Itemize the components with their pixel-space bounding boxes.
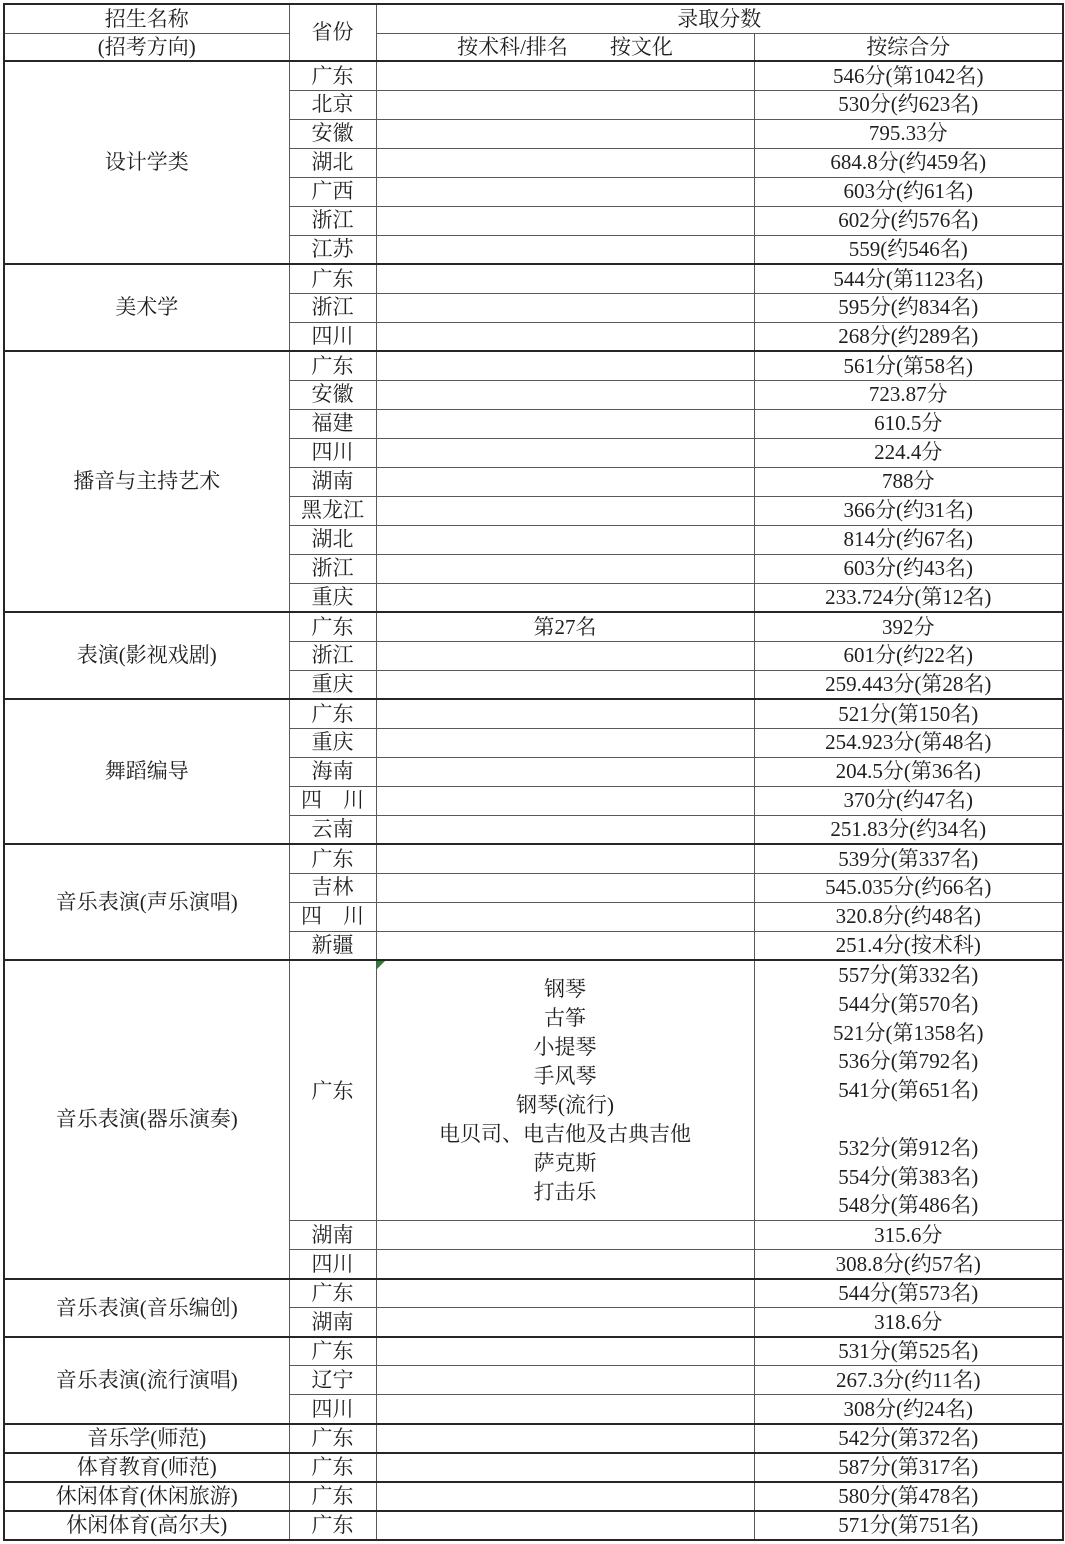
- table-row: [4, 844, 1063, 873]
- table-row: [4, 1424, 1063, 1453]
- composite-score-cell: 308.8分(约57名): [754, 1250, 1063, 1279]
- tech-rank-culture-cell: [376, 1366, 754, 1395]
- province-cell: 广东: [289, 351, 376, 380]
- tech-rank-culture-cell: [376, 1279, 754, 1308]
- province-cell: 广东: [289, 1337, 376, 1366]
- province-cell: 广东: [289, 61, 376, 90]
- composite-score-cell: 571分(第751名): [754, 1511, 1063, 1540]
- composite-score-cell: 268分(约289名): [754, 322, 1063, 351]
- tech-rank-culture-cell: [376, 264, 754, 293]
- province-cell: 四川: [289, 1395, 376, 1424]
- tech-rank-culture-cell: [376, 670, 754, 699]
- composite-score-cell: 254.923分(第48名): [754, 728, 1063, 757]
- composite-score-cell: 587分(第317名): [754, 1453, 1063, 1482]
- composite-score-cell: 318.6分: [754, 1308, 1063, 1337]
- score-line: 557分(第332名): [838, 963, 979, 987]
- tech-rank-culture-cell: [376, 293, 754, 322]
- tech-rank-culture-cell: [376, 583, 754, 612]
- tech-rank-culture-cell: [376, 177, 754, 206]
- tech-rank-culture-cell: [376, 728, 754, 757]
- score-line: 536分(第792名): [838, 1049, 979, 1074]
- tech-rank-culture-cell: [376, 438, 754, 467]
- composite-score-cell: 531分(第525名): [754, 1337, 1063, 1366]
- instrument-line: 古筝: [544, 1005, 586, 1030]
- tech-rank-culture-cell: [376, 1453, 754, 1482]
- score-line: [755, 1105, 1063, 1134]
- composite-score-cell: 544分(第1123名): [754, 264, 1063, 293]
- composite-score-cell: 267.3分(约11名): [754, 1366, 1063, 1395]
- province-cell: 湖南: [289, 1221, 376, 1250]
- score-line: 541分(第651名): [838, 1078, 979, 1103]
- header-row-2: [4, 33, 1063, 61]
- composite-score-cell: 603分(约61名): [754, 177, 1063, 206]
- province-cell: 重庆: [289, 670, 376, 699]
- composite-score-cell: 595分(约834名): [754, 293, 1063, 322]
- composite-score-cell: 392分: [754, 612, 1063, 641]
- tech-rank-culture-cell: [376, 641, 754, 670]
- program-cell: 音乐表演(声乐演唱): [4, 844, 289, 960]
- province-cell: 吉林: [289, 873, 376, 902]
- composite-score-cell: 233.724分(第12名): [754, 583, 1063, 612]
- tech-rank-culture-cell: [376, 931, 754, 960]
- score-line: 544分(第570名): [838, 991, 979, 1016]
- province-cell: 江苏: [289, 235, 376, 264]
- composite-score-cell: 545.035分(约66名): [754, 873, 1063, 902]
- tech-rank-culture-cell: [376, 380, 754, 409]
- tech-rank-culture-cell: [376, 554, 754, 583]
- province-cell: 浙江: [289, 293, 376, 322]
- composite-score-cell: 546分(第1042名): [754, 61, 1063, 90]
- province-cell: 广东: [289, 699, 376, 728]
- province-cell: 四川: [289, 1250, 376, 1279]
- composite-score-cell: 366分(约31名): [754, 496, 1063, 525]
- program-cell: 美术学: [4, 264, 289, 351]
- tech-rank-culture-cell: [376, 1337, 754, 1366]
- tech-rank-culture-cell: 第27名: [376, 612, 754, 641]
- province-cell: 浙江: [289, 554, 376, 583]
- composite-score-cell: 204.5分(第36名): [754, 757, 1063, 786]
- instrument-line: 萨克斯: [533, 1150, 597, 1175]
- province-cell: 福建: [289, 409, 376, 438]
- province-cell: 海南: [289, 757, 376, 786]
- province-cell: 广东: [289, 264, 376, 293]
- instrument-line: 手风琴: [533, 1063, 597, 1088]
- composite-score-cell: 320.8分(约48名): [754, 902, 1063, 931]
- score-line: 532分(第912名): [838, 1135, 979, 1160]
- province-cell: 广东: [289, 1279, 376, 1308]
- table-row: [4, 699, 1063, 728]
- composite-score-cell: 788分: [754, 467, 1063, 496]
- program-cell: 音乐学(师范): [4, 1424, 289, 1453]
- province-cell: 广东: [289, 1482, 376, 1511]
- tech-rank-culture-cell: [376, 235, 754, 264]
- tech-rank-culture-cell: [376, 496, 754, 525]
- province-cell: 云南: [289, 815, 376, 844]
- province-cell: 湖北: [289, 525, 376, 554]
- province-cell: 新疆: [289, 931, 376, 960]
- composite-score-cell: 723.87分: [754, 380, 1063, 409]
- table-body: [4, 61, 1063, 1540]
- composite-score-cell: 530分(约623名): [754, 90, 1063, 119]
- table-row: [4, 960, 1063, 1221]
- tech-rank-culture-cell: [376, 351, 754, 380]
- province-cell: 四 川: [289, 902, 376, 931]
- province-cell: 广东: [289, 612, 376, 641]
- header-province: 省份: [289, 4, 376, 61]
- score-line: 548分(第486名): [838, 1193, 979, 1218]
- tech-rank-culture-cell: [376, 757, 754, 786]
- header-sub-composite: 按综合分: [754, 33, 1063, 61]
- program-cell: 音乐表演(流行演唱): [4, 1337, 289, 1424]
- program-cell: 体育教育(师范): [4, 1453, 289, 1482]
- table-header: [4, 4, 1063, 61]
- composite-score-cell: 561分(第58名): [754, 351, 1063, 380]
- instrument-line: 小提琴: [533, 1034, 597, 1059]
- tech-rank-culture-cell: [376, 1511, 754, 1540]
- tech-rank-culture-cell: [376, 206, 754, 235]
- table-row: [4, 1482, 1063, 1511]
- table-row: [4, 351, 1063, 380]
- tech-rank-culture-cell: [376, 61, 754, 90]
- province-cell: 安徽: [289, 380, 376, 409]
- composite-score-cell: 521分(第150名): [754, 699, 1063, 728]
- program-cell: 休闲体育(高尔夫): [4, 1511, 289, 1540]
- province-cell: 北京: [289, 90, 376, 119]
- table-row: [4, 1279, 1063, 1308]
- province-cell: 广东: [289, 844, 376, 873]
- instrument-line: 电贝司、电吉他及古典吉他: [439, 1121, 691, 1146]
- province-cell: 安徽: [289, 119, 376, 148]
- header-program-direction: (招考方向): [4, 33, 289, 61]
- header-program-name: 招生名称: [4, 4, 289, 33]
- table-row: [4, 1337, 1063, 1366]
- composite-score-cell: 684.8分(约459名): [754, 148, 1063, 177]
- tech-rank-culture-cell: [376, 1482, 754, 1511]
- tech-rank-culture-cell: [376, 873, 754, 902]
- province-cell: 重庆: [289, 728, 376, 757]
- admission-scores-table: [3, 3, 1064, 1541]
- province-cell: 四川: [289, 322, 376, 351]
- tech-rank-culture-cell: [376, 786, 754, 815]
- program-cell: 播音与主持艺术: [4, 351, 289, 612]
- tech-rank-culture-cell: [376, 1221, 754, 1250]
- province-cell: 重庆: [289, 583, 376, 612]
- composite-score-cell: 814分(约67名): [754, 525, 1063, 554]
- province-cell: 广东: [289, 1511, 376, 1540]
- province-cell: 湖南: [289, 467, 376, 496]
- composite-score-cell: 602分(约576名): [754, 206, 1063, 235]
- instrument-line: 钢琴(流行): [516, 1092, 614, 1117]
- composite-score-cell: 601分(约22名): [754, 641, 1063, 670]
- province-cell: 广东: [289, 960, 376, 1221]
- program-cell: 舞蹈编导: [4, 699, 289, 844]
- table-row: [4, 61, 1063, 90]
- instrument-list-cell: [376, 960, 754, 1221]
- composite-score-cell: 224.4分: [754, 438, 1063, 467]
- composite-score-cell: 251.4分(按术科): [754, 931, 1063, 960]
- tech-rank-culture-cell: [376, 90, 754, 119]
- composite-score-cell: 308分(约24名): [754, 1395, 1063, 1424]
- header-row-1: [4, 4, 1063, 33]
- province-cell: 四 川: [289, 786, 376, 815]
- composite-score-cell: 580分(第478名): [754, 1482, 1063, 1511]
- program-cell: 音乐表演(器乐演奏): [4, 960, 289, 1279]
- tech-rank-culture-cell: [376, 902, 754, 931]
- tech-rank-culture-cell: [376, 815, 754, 844]
- composite-score-cell: 259.443分(第28名): [754, 670, 1063, 699]
- tech-rank-culture-cell: [376, 322, 754, 351]
- green-corner-marker-icon: [377, 961, 385, 969]
- composite-score-cell: 603分(约43名): [754, 554, 1063, 583]
- tech-rank-culture-cell: [376, 525, 754, 554]
- header-sub-tech-culture: 按术科/排名 按文化: [376, 33, 754, 61]
- composite-score-cell: 539分(第337名): [754, 844, 1063, 873]
- program-cell: 设计学类: [4, 61, 289, 264]
- tech-rank-culture-cell: [376, 409, 754, 438]
- program-cell: 音乐表演(音乐编创): [4, 1279, 289, 1337]
- tech-rank-culture-cell: [376, 1424, 754, 1453]
- province-cell: 广东: [289, 1453, 376, 1482]
- tech-rank-culture-cell: [376, 1395, 754, 1424]
- province-cell: 黑龙江: [289, 496, 376, 525]
- tech-rank-culture-cell: [376, 699, 754, 728]
- table-row: [4, 264, 1063, 293]
- province-cell: 湖北: [289, 148, 376, 177]
- score-line: 554分(第383名): [838, 1164, 979, 1189]
- composite-score-cell: 795.33分: [754, 119, 1063, 148]
- table-row: [4, 612, 1063, 641]
- program-cell: 表演(影视戏剧): [4, 612, 289, 699]
- table-row: [4, 1453, 1063, 1482]
- score-line: 521分(第1358名): [833, 1020, 984, 1045]
- composite-score-cell: 315.6分: [754, 1221, 1063, 1250]
- composite-score-cell: 251.83分(约34名): [754, 815, 1063, 844]
- province-cell: 浙江: [289, 206, 376, 235]
- composite-score-cell: 559(约546名): [754, 235, 1063, 264]
- tech-rank-culture-cell: [376, 467, 754, 496]
- composite-score-cell: 370分(约47名): [754, 786, 1063, 815]
- header-score-group: 录取分数: [376, 4, 1063, 33]
- tech-rank-culture-cell: [376, 1308, 754, 1337]
- tech-rank-culture-cell: [376, 148, 754, 177]
- province-cell: 广东: [289, 1424, 376, 1453]
- tech-rank-culture-cell: [376, 1250, 754, 1279]
- tech-rank-culture-cell: [376, 844, 754, 873]
- province-cell: 辽宁: [289, 1366, 376, 1395]
- tech-rank-culture-cell: [376, 119, 754, 148]
- composite-score-cell: 542分(第372名): [754, 1424, 1063, 1453]
- province-cell: 湖南: [289, 1308, 376, 1337]
- composite-score-cell: 544分(第573名): [754, 1279, 1063, 1308]
- table-row: [4, 1511, 1063, 1540]
- composite-score-list-cell: [754, 960, 1063, 1221]
- instrument-line: 钢琴: [544, 976, 586, 1001]
- province-cell: 浙江: [289, 641, 376, 670]
- instrument-line: 打击乐: [533, 1179, 597, 1204]
- province-cell: 四川: [289, 438, 376, 467]
- composite-score-cell: 610.5分: [754, 409, 1063, 438]
- province-cell: 广西: [289, 177, 376, 206]
- program-cell: 休闲体育(休闲旅游): [4, 1482, 289, 1511]
